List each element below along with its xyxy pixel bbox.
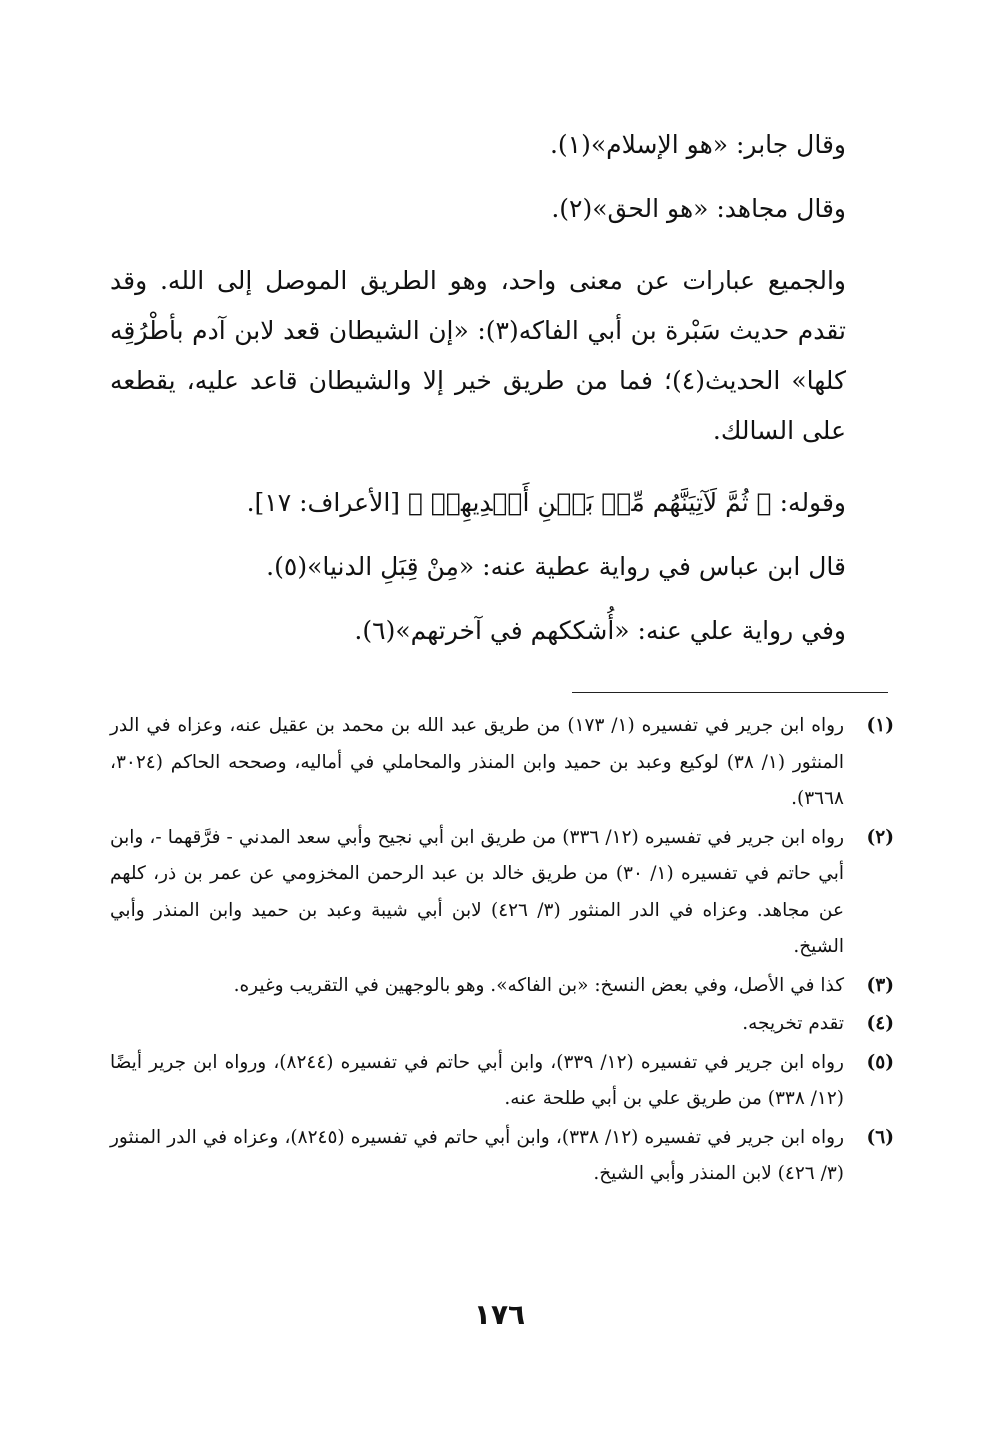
footnote-5 <box>110 1045 894 1118</box>
footnote-6 <box>110 1120 894 1193</box>
footnote-1 <box>110 708 894 818</box>
footnote-text: تقدم تخريجه. <box>742 1013 844 1034</box>
footnote-number: (٦) <box>866 1126 894 1148</box>
paragraph-explanation: والجميع عبارات عن معنى واحد، وهو الطريق الموصل إلى الله. وقد تقدم حديث سَبْرة بن أبي الفاكه(٣): «إن الشيطان قعد لابن آدم بأطْرُقِه كلها» الحديث(٤)؛ فما من طريق خير إلا والشيطان قاعد عليه، يقطعه على السالك. <box>110 266 846 445</box>
footnote-separator <box>572 692 888 693</box>
footnote-text: رواه ابن جرير في تفسيره (١٢/ ٣٣٩)، وابن أبي حاتم في تفسيره (٨٢٤٤)، ورواه ابن جرير أيضًا (١٢/ ٣٣٨) من طريق علي بن أبي طلحة عنه. <box>110 1051 844 1109</box>
footnotes <box>110 708 894 1195</box>
page-number: ١٧٦ <box>473 1298 526 1331</box>
line-ali-narration: وفي رواية علي عنه: «أُشككهم في آخرتهم»(٦). <box>354 616 846 645</box>
footnote-text: رواه ابن جرير في تفسيره (١/ ١٧٣) من طريق عبد الله بن محمد بن عقيل عنه، وعزاه في الدر المنثور (١/ ٣٨) لوكيع وعبد بن حميد وابن المنذر والمحاملي في أماليه، وصححه الحاكم (٣٠٢٤، ٣٦٦٨). <box>110 715 845 809</box>
footnote-4 <box>110 1006 894 1043</box>
footnote-number: (٢) <box>866 826 894 848</box>
footnote-text: كذا في الأصل، وفي بعض النسخ: «بن الفاكه». وهو بالوجهين في التقريب وغيره. <box>233 974 844 996</box>
line-jabir: وقال جابر: «هو الإسلام»(١). <box>549 130 846 159</box>
line-quran-verse: وقوله: ﴿ ثُمَّ لَآتِيَنَّهُم مِّنۢ بَيۡنِ أَيۡدِيهِمۡ ﴾ [الأعراف: ١٧]. <box>246 488 846 517</box>
footnote-3 <box>110 968 894 1005</box>
footnote-number: (١) <box>866 715 894 736</box>
footnote-number: (٥) <box>866 1051 894 1073</box>
main-text <box>110 120 894 656</box>
footnote-text: رواه ابن جرير في تفسيره (١٢/ ٣٣٦) من طريق ابن أبي نجيح وأبي سعد المدني - فرَّقهما -، وابن أبي حاتم في تفسيره (١/ ٣٠) من طريق خالد بن عبد الرحمن المخزومي عن عمر بن ذر، كلهم عن مجاهد. وعزاه في الدر المنثور (٣/ ٤٢٦) لابن أبي شيبة وعبد بن حميد وابن المنذر وأبي الشيخ. <box>110 826 845 957</box>
line-ibn-abbas: قال ابن عباس في رواية عطية عنه: «مِنْ قِبَلِ الدنيا»(٥). <box>266 552 846 581</box>
line-mujahid: وقال مجاهد: «هو الحق»(٢). <box>551 194 846 223</box>
footnote-number: (٣) <box>866 974 894 996</box>
footnote-2 <box>110 820 894 966</box>
footnote-number: (٤) <box>866 1013 894 1034</box>
footnote-text: رواه ابن جرير في تفسيره (١٢/ ٣٣٨)، وابن أبي حاتم في تفسيره (٨٢٤٥)، وعزاه في الدر المنثور (٣/ ٤٢٦) لابن المنذر وأبي الشيخ. <box>110 1126 845 1184</box>
